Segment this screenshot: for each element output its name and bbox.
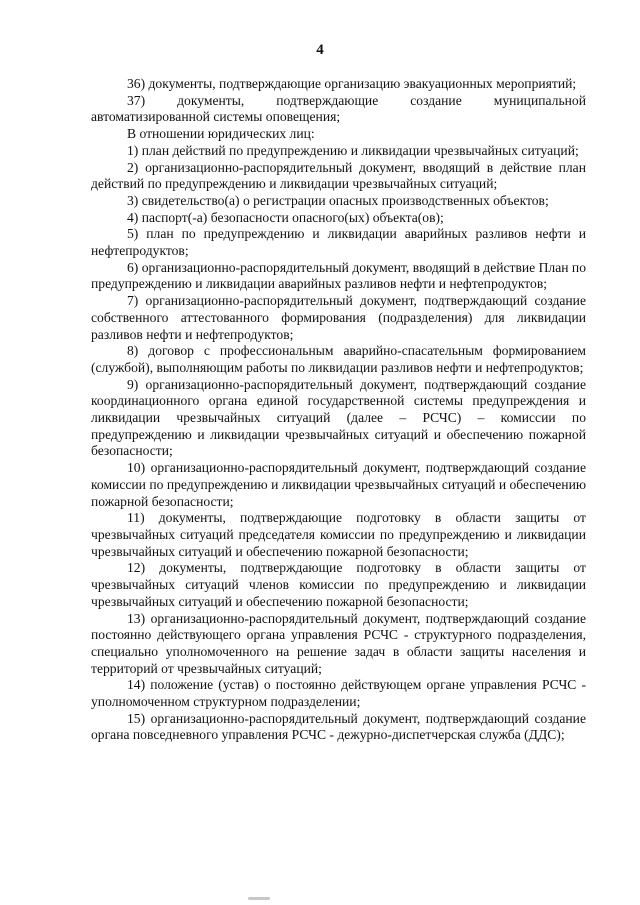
list-item: 1) план действий по предупреждению и ликвидации чрезвычайных ситуаций; [127,142,579,158]
list-item: 3) свидетельство(а) о регистрации опасных производственных объектов; [127,192,549,208]
page-number: 4 [316,42,324,58]
list-item: 14) положение (устав) о постоянно действующем органе управления РСЧС - уполномоченном структурном подразделении; [91,677,586,710]
scan-mark [248,897,270,900]
list-item: 37) документы, подтверждающие создание муниципальной автоматизированной системы оповещения; [91,92,586,125]
list-item: 6) организационно-распорядительный документ, вводящий в действие План по предупреждению и ликвидации аварийных разливов нефти и нефтепродуктов; [91,259,586,292]
list-item: 10) организационно-распорядительный документ, подтверждающий создание комиссии по предупреждению и ликвидации чрезвычайных ситуаций и обеспечению пожарной безопасности; [91,460,586,509]
document-body [91,76,586,744]
list-item: 8) договор с профессиональным аварийно-спасательным формированием (службой), выполняющим работы по ликвидации разливов нефти и нефтепродуктов; [91,343,586,375]
list-item: 2) организационно-распорядительный документ, вводящий в действие план действий по предупреждению и ликвидации чрезвычайных ситуаций; [91,159,586,192]
list-item: 15) организационно-распорядительный документ, подтверждающий создание органа повседневного управления РСЧС - дежурно-диспетчерская служба (ДДС); [91,710,586,743]
list-item: 7) организационно-распорядительный документ, подтверждающий создание собственного аттестованного формирования (подразделения) для ликвидации разливов нефти и нефтепродуктов; [91,293,586,342]
list-item: 4) паспорт(-а) безопасности опасного(ых) объекта(ов); [127,209,444,225]
section-heading: В отношении юридических лиц: [127,126,315,142]
list-item: 5) план по предупреждению и ликвидации аварийных разливов нефти и нефтепродуктов; [91,226,586,259]
list-item: 36) документы, подтверждающие организацию эвакуационных мероприятий; [127,76,577,91]
list-item: 11) документы, подтверждающие подготовку в области защиты от чрезвычайных ситуаций председателя комиссии по предупреждению и ликвидации чрезвычайных ситуаций и обеспечению пожарной безопасности; [91,510,586,559]
list-item: 9) организационно-распорядительный документ, подтверждающий создание координационного органа единой государственной системы предупреждения и ликвидации чрезвычайных ситуаций (далее – РСЧС) – комиссии по предупреждению и ликвидации чрезвычайных ситуаций и обеспечению пожарной безопасности; [91,376,586,459]
list-item: 12) документы, подтверждающие подготовку в области защиты от чрезвычайных ситуаций членов комиссии по предупреждению и ликвидации чрезвычайных ситуаций и обеспечению пожарной безопасности; [91,560,586,609]
list-item: 13) организационно-распорядительный документ, подтверждающий создание постоянно действующего органа управления РСЧС - структурного подразделения, специально уполномоченного на решение задач в области защиты населения и территорий от чрезвычайных ситуаций; [91,610,586,676]
